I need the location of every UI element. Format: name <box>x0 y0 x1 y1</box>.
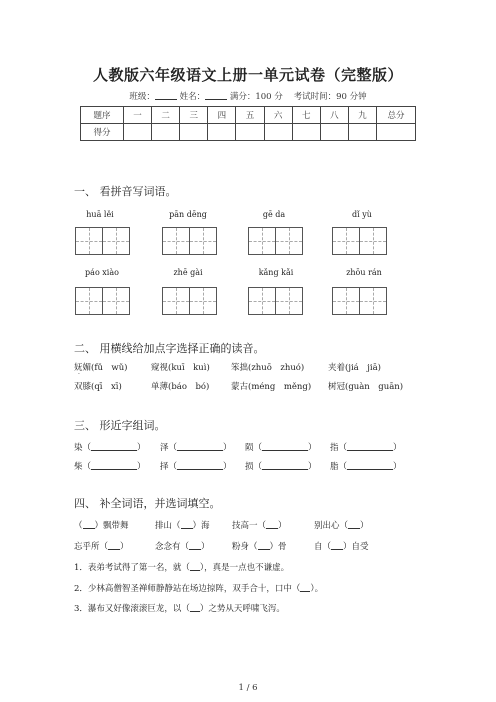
idiom-suffix: ） <box>201 542 210 552</box>
close-paren: ） <box>308 443 317 453</box>
score-table-header-row <box>81 107 416 124</box>
word-group-item[interactable] <box>245 441 317 453</box>
idiom-prefix: 别出心（ <box>314 521 349 531</box>
idiom-prefix: 自（ <box>314 542 332 552</box>
char-label: 陨（ <box>245 443 263 453</box>
name-blank <box>205 91 227 100</box>
score-header-cell: 八 <box>320 107 348 124</box>
idiom-item[interactable] <box>232 540 287 552</box>
grid-cell[interactable] <box>162 287 190 315</box>
section-3-title: 三、 形近字组词。 <box>74 419 166 432</box>
pinyin-label: pān dēng <box>169 210 207 219</box>
word-group-item[interactable] <box>160 441 232 453</box>
score-table-score-row <box>81 124 416 141</box>
grid-cell[interactable] <box>332 287 360 315</box>
answer-blank[interactable] <box>300 582 310 592</box>
grid-cell[interactable] <box>102 287 130 315</box>
char-label: 柴（ <box>74 462 92 472</box>
pinyin-label: zhōu rán <box>346 268 382 277</box>
idiom-suffix: ）海 <box>192 521 210 531</box>
score-cell[interactable] <box>208 124 236 141</box>
char-label: 脂（ <box>330 462 348 472</box>
page-title: 人教版六年级语文上册一单元试卷（完整版） <box>92 66 403 84</box>
idiom-prefix: 技高一（ <box>232 521 267 531</box>
idiom-prefix: 忘乎所（ <box>74 542 109 552</box>
class-blank <box>155 91 177 100</box>
score-cell[interactable] <box>236 124 264 141</box>
reading-choice: 双膝(qī xī) <box>74 382 122 392</box>
name-label: 姓名： <box>179 92 206 102</box>
answer-blank[interactable] <box>258 540 270 550</box>
writing-grid[interactable] <box>75 287 129 315</box>
answer-blank[interactable] <box>91 441 137 451</box>
answer-blank[interactable] <box>83 519 95 529</box>
answer-blank[interactable] <box>181 519 193 529</box>
close-paren: ） <box>137 462 146 472</box>
idiom-suffix: ） <box>360 521 369 531</box>
char-label: 损（ <box>245 462 263 472</box>
pinyin-label: huā lěi <box>86 210 114 219</box>
grid-cell[interactable] <box>102 227 130 255</box>
grid-cell[interactable] <box>275 287 303 315</box>
writing-grid[interactable] <box>75 227 129 255</box>
idiom-item[interactable] <box>314 519 369 531</box>
pinyin-label: kǎng kǎi <box>258 268 294 277</box>
answer-blank[interactable] <box>266 519 278 529</box>
word-group-item[interactable] <box>330 441 402 453</box>
reading-choice: 妩媚(fǔ wǔ) <box>74 363 128 373</box>
answer-blank[interactable] <box>190 602 200 612</box>
question-text: 2．少林高僧智圣禅师静静站在场边掠阵，双手合十，口中（ <box>74 584 301 594</box>
pinyin-label: páo xiào <box>85 268 119 277</box>
emphasis-dot: · <box>78 371 80 378</box>
idiom-prefix: 粉身（ <box>232 542 258 552</box>
idiom-item[interactable] <box>155 519 210 531</box>
pinyin-label: dǐ yù <box>352 210 372 219</box>
close-paren: ） <box>393 443 402 453</box>
exam-time: 考试时间：90 分钟 <box>293 92 367 102</box>
score-row-label: 得分 <box>81 124 124 141</box>
class-label: 班级： <box>129 92 155 102</box>
writing-grid[interactable] <box>248 227 302 255</box>
word-group-item[interactable] <box>74 460 146 472</box>
score-header-cell: 二 <box>152 107 180 124</box>
question-text: 1．表弟考试得了第一名，就（ <box>74 563 190 573</box>
answer-blank[interactable] <box>331 540 343 550</box>
answer-blank[interactable] <box>262 460 308 470</box>
score-cell[interactable] <box>264 124 292 141</box>
score-header-cell: 七 <box>292 107 320 124</box>
word-group-item[interactable] <box>160 460 232 472</box>
answer-blank[interactable] <box>91 460 137 470</box>
answer-blank[interactable] <box>347 460 393 470</box>
idiom-suffix: ） <box>278 521 287 531</box>
close-paren: ） <box>393 462 402 472</box>
score-cell[interactable] <box>320 124 348 141</box>
pinyin-label: gē da <box>262 210 286 219</box>
grid-cell[interactable] <box>189 227 217 255</box>
idiom-item[interactable] <box>314 540 369 552</box>
close-paren: ） <box>308 462 317 472</box>
writing-grid[interactable] <box>162 227 216 255</box>
answer-blank[interactable] <box>108 540 120 550</box>
idiom-item[interactable] <box>74 540 129 552</box>
score-cell[interactable] <box>292 124 320 141</box>
grid-cell[interactable] <box>248 227 276 255</box>
grid-cell[interactable] <box>359 227 387 255</box>
question-text: 3．瀑布又好像滚滚巨龙，以（ <box>74 604 190 614</box>
answer-blank[interactable] <box>262 441 308 451</box>
grid-cell[interactable] <box>275 227 303 255</box>
char-label: 择（ <box>160 462 178 472</box>
idiom-prefix: （ <box>74 521 83 531</box>
section-1-title: 一、 看拼音写词语。 <box>74 185 177 198</box>
full-score: 满分：100 分 <box>229 92 283 102</box>
score-cell[interactable] <box>124 124 152 141</box>
reading-choice: 蒙古(méng měng) <box>231 382 312 392</box>
fill-question-1[interactable] <box>74 561 289 573</box>
exam-meta <box>0 90 496 102</box>
close-paren: ） <box>137 443 146 453</box>
reading-choice: 窥视(kuī kuì) <box>151 363 210 373</box>
score-header-cell: 四 <box>208 107 236 124</box>
score-header-cell: 题序 <box>81 107 124 124</box>
pinyin-label: zhē gài <box>173 268 203 277</box>
grid-cell[interactable] <box>359 287 387 315</box>
score-cell[interactable] <box>377 124 416 141</box>
idiom-item[interactable] <box>232 519 287 531</box>
question-text: ）。 <box>310 584 324 594</box>
score-cell[interactable] <box>180 124 208 141</box>
score-cell[interactable] <box>152 124 180 141</box>
word-group-item[interactable] <box>74 441 146 453</box>
answer-blank[interactable] <box>177 460 223 470</box>
word-group-item[interactable] <box>330 460 402 472</box>
question-text: ）之势从天呼啸飞泻。 <box>199 604 285 614</box>
section-4-title: 四、 补全词语，并选词填空。 <box>74 497 221 510</box>
writing-grid[interactable] <box>332 287 386 315</box>
score-header-cell: 三 <box>180 107 208 124</box>
char-label: 染（ <box>74 443 92 453</box>
idiom-suffix: ）自受 <box>343 542 369 552</box>
idiom-suffix: ）飘带舞 <box>94 521 129 531</box>
reading-choice: 夹着(jiá jiā) <box>328 363 381 373</box>
answer-blank[interactable] <box>348 519 360 529</box>
close-paren: ） <box>223 443 232 453</box>
grid-cell[interactable] <box>332 227 360 255</box>
score-header-cell: 总分 <box>377 107 416 124</box>
char-label: 指（ <box>330 443 348 453</box>
word-group-item[interactable] <box>245 460 317 472</box>
writing-grid[interactable] <box>332 227 386 255</box>
idiom-suffix: ）骨 <box>269 542 287 552</box>
idiom-prefix: 念念有（ <box>155 542 190 552</box>
reading-choice: 单薄(báo bó) <box>151 382 210 392</box>
answer-blank[interactable] <box>190 561 200 571</box>
idiom-prefix: 排山（ <box>155 521 181 531</box>
reading-choice: 笨拙(zhuō zhuó) <box>231 363 305 373</box>
idiom-suffix: ） <box>120 542 129 552</box>
score-cell[interactable] <box>348 124 376 141</box>
grid-cell[interactable] <box>162 227 190 255</box>
answer-blank[interactable] <box>177 441 223 451</box>
grid-cell[interactable] <box>248 287 276 315</box>
section-2-title: 二、 用横线给加点字选择正确的读音。 <box>74 342 265 355</box>
grid-cell[interactable] <box>75 227 103 255</box>
fill-question-3[interactable] <box>74 602 285 614</box>
idiom-item[interactable] <box>74 519 129 531</box>
score-header-cell: 一 <box>124 107 152 124</box>
writing-grid[interactable] <box>162 287 216 315</box>
fill-question-2[interactable] <box>74 582 323 594</box>
close-paren: ） <box>223 462 232 472</box>
score-header-cell: 六 <box>264 107 292 124</box>
idiom-item[interactable] <box>155 540 210 552</box>
writing-grid[interactable] <box>248 287 302 315</box>
grid-cell[interactable] <box>189 287 217 315</box>
char-label: 泽（ <box>160 443 178 453</box>
score-header-cell: 九 <box>348 107 376 124</box>
question-text: ），真是一点也不谦虚。 <box>199 563 290 573</box>
score-table <box>80 106 416 141</box>
grid-cell[interactable] <box>75 287 103 315</box>
page-number: 1 / 6 <box>238 683 258 693</box>
answer-blank[interactable] <box>347 441 393 451</box>
score-header-cell: 五 <box>236 107 264 124</box>
answer-blank[interactable] <box>189 540 201 550</box>
reading-choice: 树冠(guàn guān) <box>328 382 404 392</box>
